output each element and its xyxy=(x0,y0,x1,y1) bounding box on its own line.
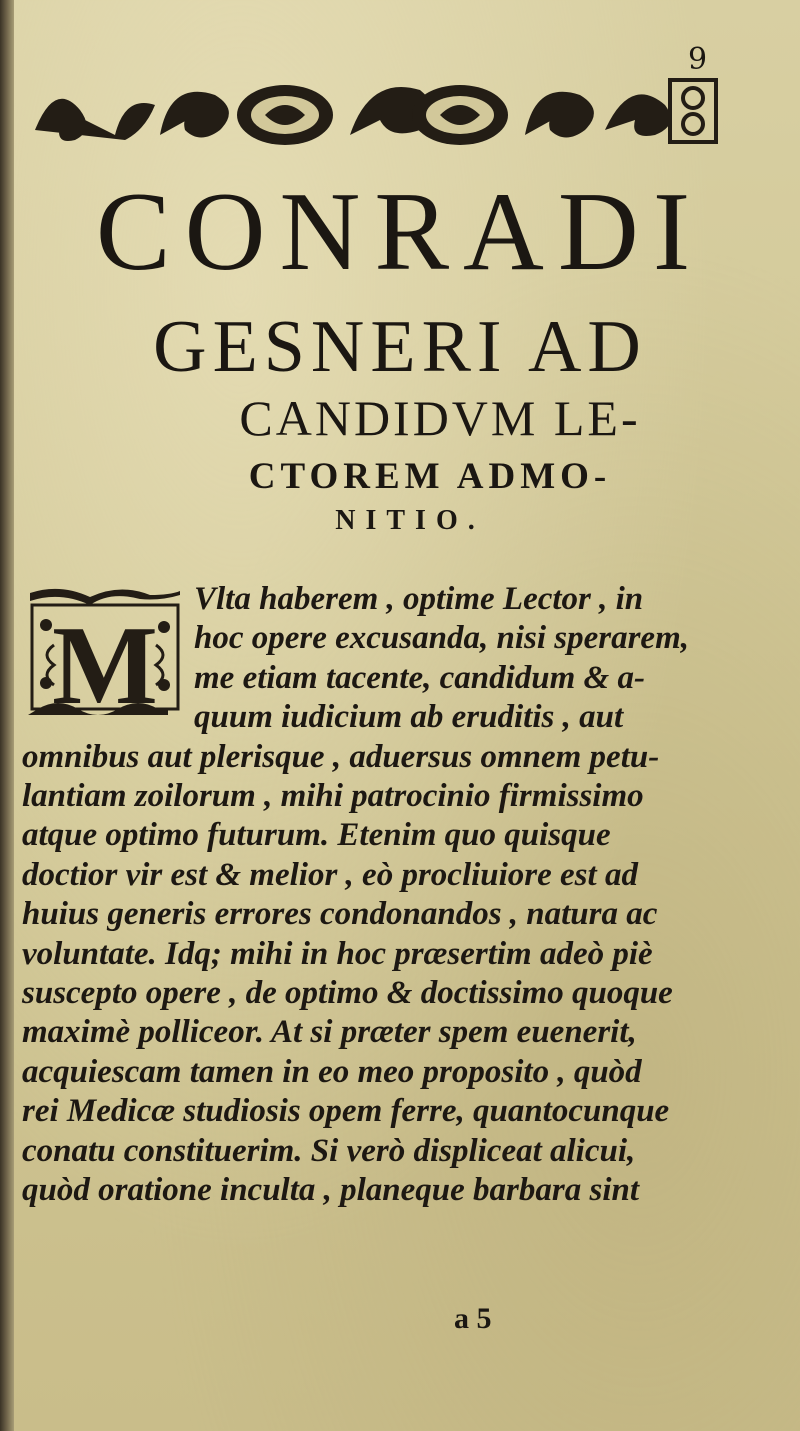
admonitio-body-text xyxy=(22,580,752,1211)
text-line: suscepto opere , de optimo & doctissimo quoque xyxy=(22,975,673,1012)
text-line: huius generis errores condonandos , natura ac xyxy=(22,896,658,933)
title-line-4: CTOREM ADMO- xyxy=(248,456,612,497)
title-line-2: GESNERI AD xyxy=(153,306,647,388)
text-line: atque optimo futurum. Etenim quo quisque xyxy=(22,817,611,854)
svg-text:M: M xyxy=(52,604,158,723)
text-line: conatu constituerim. Si verò displiceat alicui, xyxy=(22,1132,636,1169)
text-line: hoc opere excusanda, nisi sperarem, xyxy=(194,620,689,657)
text-line: quum iudicium ab eruditis , aut xyxy=(194,699,624,736)
text-line: omnibus aut plerisque , aduersus omnem petu- xyxy=(22,738,660,775)
text-line: maximè polliceor. At si præter spem euenerit, xyxy=(22,1014,637,1051)
text-line: lantiam zoilorum , mihi patrocinio firmissimo xyxy=(22,778,644,815)
text-line: doctior vir est & melior , eò procliuiore est ad xyxy=(22,856,638,893)
text-line: rei Medicæ studiosis opem ferre, quantocunque xyxy=(22,1093,670,1130)
header-ornament-band xyxy=(30,70,720,150)
title-line-3: CANDIDVM LE- xyxy=(239,390,641,446)
title-line-5: NITIO. xyxy=(335,505,485,536)
text-line: me etiam tacente, candidum & a- xyxy=(194,659,645,696)
text-line: acquiescam tamen in eo meo proposito , quòd xyxy=(22,1053,642,1090)
text-line: voluntate. Idq; mihi in hoc præsertim adeò piè xyxy=(22,935,653,972)
page-number: 9 xyxy=(688,42,708,77)
text-line: quòd oratione inculta , planeque barbara sint xyxy=(22,1172,640,1209)
signature-mark: a 5 xyxy=(454,1302,492,1335)
title-line-1: CONRADI xyxy=(95,170,705,294)
text-line: Vlta haberem , optime Lector , in xyxy=(194,581,644,617)
